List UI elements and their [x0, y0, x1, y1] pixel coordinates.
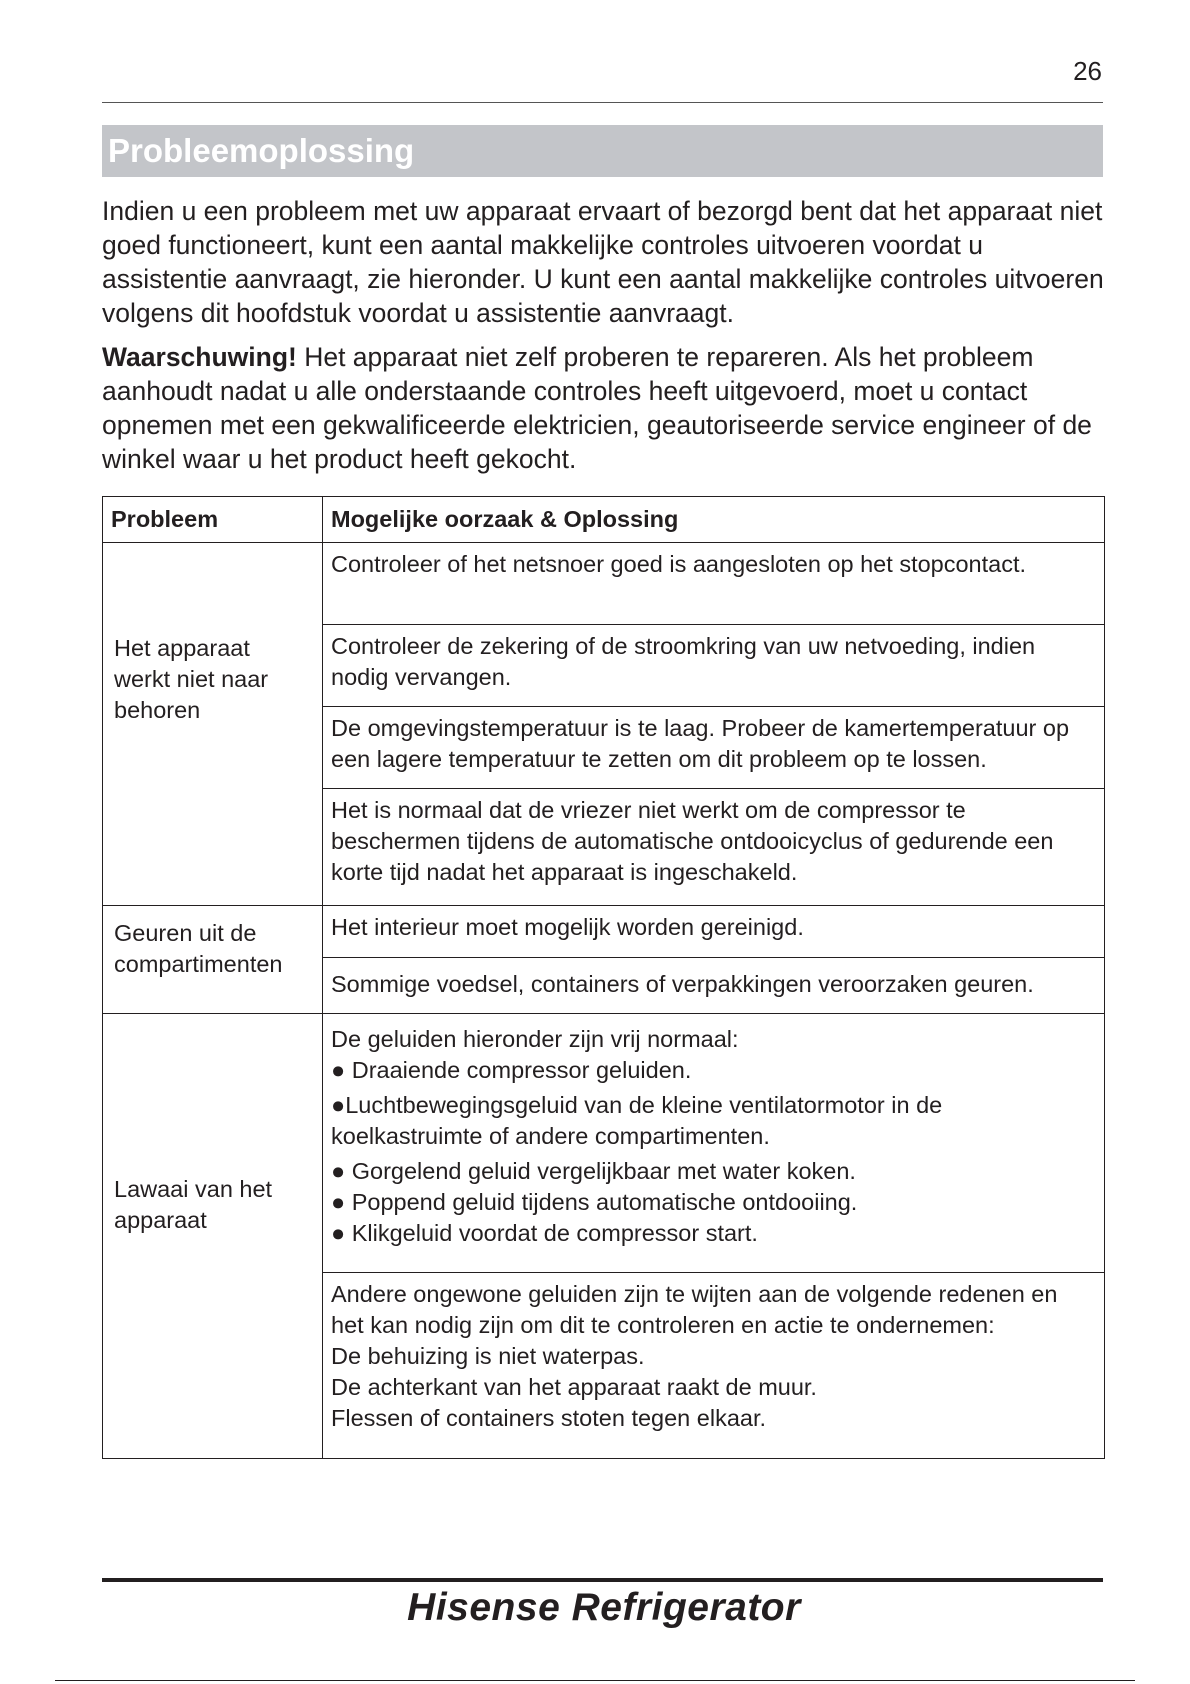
solution-cell: Het is normaal dat de vriezer niet werkt om de compressor te beschermen tijdens de automatische ontdooicyclus of gedurende een korte tijd nadat het apparaat is ingeschakeld. [323, 789, 1105, 906]
list-item: Flessen of containers stoten tegen elkaar. [331, 1405, 767, 1431]
table-row [103, 906, 1105, 958]
normal-sounds-intro: De geluiden hieronder zijn vrij normaal: [331, 1026, 739, 1052]
problem-cell: Geuren uit de compartimenten [103, 906, 323, 1014]
troubleshooting-table [102, 496, 1105, 1459]
warning-label: Waarschuwing! [102, 342, 297, 372]
section-title: Probleemoplossing [102, 125, 1103, 177]
header-problem: Probleem [103, 497, 323, 543]
solution-cell: Controleer de zekering of de stroomkring van uw netvoeding, indien nodig vervangen. [323, 625, 1105, 707]
list-item: ● Poppend geluid tijdens automatische ontdooiing. [331, 1189, 858, 1215]
list-item: De achterkant van het apparaat raakt de muur. [331, 1374, 817, 1400]
table-header-row [103, 497, 1105, 543]
warning-text: Het apparaat niet zelf proberen te repareren. Als het probleem aanhoudt nadat u alle onderstaande controles heeft uitgevoerd, moet u contact opnemen met een gekwalificeerde elektricien, geautoriseerde service engineer of de winkel waar u het product heeft gekocht. [102, 342, 1092, 474]
footer-divider [102, 1578, 1103, 1582]
list-item: ● Draaiende compressor geluiden. [331, 1057, 692, 1083]
other-sounds-intro: Andere ongewone geluiden zijn te wijten aan de volgende redenen en het kan nodig zijn om dit te controleren en actie te ondernemen: [331, 1281, 1058, 1338]
top-divider [102, 102, 1103, 103]
solution-cell [323, 1273, 1105, 1459]
list-item: ● Gorgelend geluid vergelijkbaar met water koken. [331, 1158, 856, 1184]
brand-footer: Hisense Refrigerator [407, 1586, 801, 1629]
list-item: ●Luchtbewegingsgeluid van de kleine ventilatormotor in de koelkastruimte of andere compartimenten. [331, 1092, 943, 1149]
warning-paragraph [102, 340, 1112, 476]
solution-cell: De omgevingstemperatuur is te laag. Probeer de kamertemperatuur op een lagere temperatuur te zetten om dit probleem op te lossen. [323, 707, 1105, 789]
problem-cell: Het apparaat werkt niet naar behoren [103, 543, 323, 906]
list-item: ● Klikgeluid voordat de compressor start. [331, 1220, 758, 1246]
header-solution: Mogelijke oorzaak & Oplossing [323, 497, 1105, 543]
table-row [103, 1014, 1105, 1273]
problem-cell: Lawaai van het apparaat [103, 1014, 323, 1459]
solution-cell: Sommige voedsel, containers of verpakkingen veroorzaken geuren. [323, 958, 1105, 1014]
page-bottom-divider [55, 1680, 1135, 1681]
list-item: De behuizing is niet waterpas. [331, 1343, 645, 1369]
solution-cell [323, 1014, 1105, 1273]
table-row [103, 543, 1105, 625]
page-number: 26 [1073, 56, 1102, 86]
solution-cell: Het interieur moet mogelijk worden gereinigd. [323, 906, 1105, 958]
solution-cell: Controleer of het netsnoer goed is aangesloten op het stopcontact. [323, 543, 1105, 625]
intro-paragraph: Indien u een probleem met uw apparaat ervaart of bezorgd bent dat het apparaat niet goed functioneert, kunt een aantal makkelijke controles uitvoeren voordat u assistentie aanvraagt, zie hieronder. U kunt een aantal makkelijke controles uitvoeren volgens dit hoofdstuk voordat u assistentie aanvraagt. [102, 196, 1104, 328]
